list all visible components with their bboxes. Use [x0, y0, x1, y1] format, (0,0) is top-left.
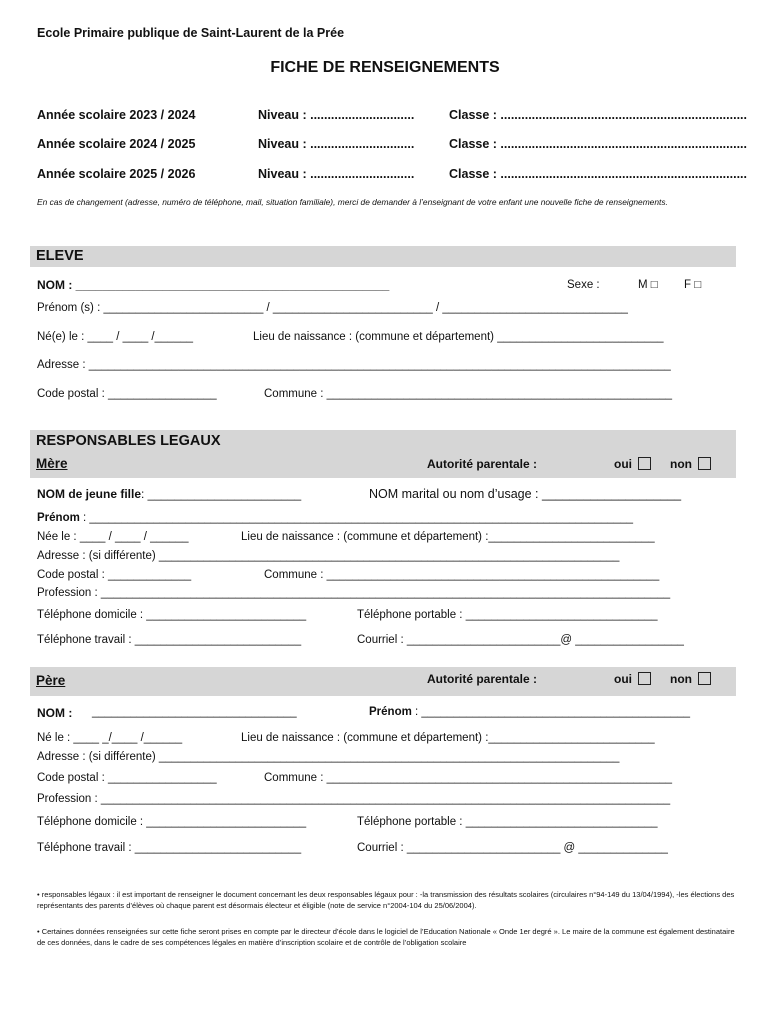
mere-subtitle: Mère	[36, 456, 68, 471]
sexe-m-checkbox[interactable]: M □	[638, 279, 658, 291]
oui-label: oui	[614, 457, 632, 471]
mere-tel-portable-field[interactable]: Téléphone portable : ______________________________	[357, 609, 658, 621]
year-1-niveau-field[interactable]: Niveau : ..............................	[258, 108, 415, 122]
mere-non-checkbox[interactable]	[698, 457, 711, 470]
mere-autorite-oui[interactable]	[614, 457, 651, 471]
school-name: Ecole Primaire publique de Saint-Laurent de la Prée	[37, 26, 345, 40]
page-title: FICHE DE RENSEIGNEMENTS	[270, 59, 500, 76]
mere-tel-domicile-field[interactable]: Téléphone domicile : _________________________	[37, 609, 307, 621]
eleve-section-header	[30, 246, 736, 267]
pere-commune-field[interactable]: Commune : ______________________________________________________	[264, 772, 673, 784]
mere-nom-jf-line: : _______________________	[141, 487, 302, 501]
pere-prenom-field[interactable]	[369, 706, 690, 718]
year-3-niveau-field[interactable]: Niveau : ..............................	[258, 167, 415, 181]
mere-prenom-field[interactable]	[37, 512, 633, 524]
year-1-classe-field[interactable]: Classe : .......................................................................	[449, 108, 747, 122]
eleve-naissance-date-field[interactable]: Né(e) le : ____ / ____ /______	[37, 331, 194, 343]
eleve-section-title: ELEVE	[36, 248, 84, 264]
eleve-commune-field[interactable]: Commune : ______________________________________________________	[264, 388, 673, 400]
non-label: non	[670, 457, 692, 471]
pere-prenom-label: Prénom	[369, 706, 412, 718]
eleve-prenom-field[interactable]: Prénom (s) : _________________________ / _________________________ / _____________________________	[37, 302, 628, 314]
eleve-nom-field[interactable]: NOM : _______________________________________________	[37, 278, 390, 292]
pere-non-checkbox[interactable]	[698, 672, 711, 685]
pere-nom-field[interactable]: ________________________________	[92, 706, 297, 718]
mere-prenom-label: Prénom	[37, 512, 80, 524]
pere-code-postal-field[interactable]: Code postal : _________________	[37, 772, 217, 784]
year-3-classe-field[interactable]: Classe : .......................................................................	[449, 167, 747, 181]
pere-autorite-oui[interactable]	[614, 672, 651, 686]
pere-courriel-field[interactable]: Courriel : ________________________ @ ______________	[357, 842, 668, 854]
mere-nom-jf-field[interactable]	[37, 487, 301, 501]
responsables-section-title: RESPONSABLES LEGAUX	[36, 433, 221, 449]
mere-naissance-date-field[interactable]: Née le : ____ / ____ / ______	[37, 531, 189, 543]
mere-autorite-non[interactable]	[670, 457, 711, 471]
eleve-sexe-label: Sexe :	[567, 279, 600, 291]
change-note: En cas de changement (adresse, numéro de téléphone, mail, situation familiale), merci de demander à l’enseignant de votre enfant une nouvelle fiche de renseignements.	[37, 197, 668, 207]
mere-autorite-label: Autorité parentale :	[427, 457, 538, 471]
pere-tel-travail-field[interactable]: Téléphone travail : __________________________	[37, 842, 302, 854]
mere-commune-field[interactable]: Commune : ____________________________________________________	[264, 569, 660, 581]
footnote-donnees: • Certaines données renseignées sur cette fiche seront prises en compte par le directeur d’école dans le logiciel de l’Education Nationale « Onde 1er degré ». Le maire de la commune est également destinataire de ces données, dans le cadre de ses compétences légales en matière d’inscription scolaire et de contrôle de l’obligation scolaire	[37, 927, 735, 947]
mere-prenom-line: : _____________________________________________________________________________________	[79, 512, 634, 524]
pere-nom-label: NOM :	[37, 706, 73, 720]
pere-profession-field[interactable]: Profession : _________________________________________________________________________________________	[37, 793, 671, 805]
year-3-label: Année scolaire 2025 / 2026	[37, 167, 196, 181]
pere-lieu-naissance-field[interactable]: Lieu de naissance : (commune et département) :__________________________	[241, 732, 655, 744]
eleve-code-postal-field[interactable]: Code postal : _________________	[37, 388, 217, 400]
pere-oui-checkbox[interactable]	[638, 672, 651, 685]
mere-courriel-field[interactable]: Courriel : ________________________@ _________________	[357, 634, 684, 646]
non-label: non	[670, 672, 692, 686]
pere-subtitle: Père	[36, 673, 66, 688]
pere-adresse-field[interactable]: Adresse : (si différente) ________________________________________________________________________	[37, 751, 620, 763]
mere-profession-field[interactable]: Profession : _________________________________________________________________________________________	[37, 587, 671, 599]
pere-naissance-date-field[interactable]: Né le : ____ _/____ /______	[37, 732, 183, 744]
mere-adresse-field[interactable]: Adresse : (si différente) ________________________________________________________________________	[37, 550, 620, 562]
pere-tel-portable-field[interactable]: Téléphone portable : ______________________________	[357, 816, 658, 828]
mere-nom-jf-label: NOM de jeune fille	[37, 487, 142, 501]
year-1-label: Année scolaire 2023 / 2024	[37, 108, 196, 122]
oui-label: oui	[614, 672, 632, 686]
footnote-responsables: • responsables légaux : il est important de renseigner le document concernant les deux responsables légaux pour : -la transmission des résultats scolaires (circulaires n°94-149 du 13/04/1994), -les élections des représentants des parents d’élèves où chaque parent est désormais électeur et éligible (note de service n°2004-104 du 25/06/2004).	[37, 890, 735, 910]
mere-lieu-naissance-field[interactable]: Lieu de naissance : (commune et département) :__________________________	[241, 531, 655, 543]
pere-section-header	[30, 667, 736, 696]
eleve-lieu-naissance-field[interactable]: Lieu de naissance : (commune et département) __________________________	[253, 331, 664, 343]
year-2-niveau-field[interactable]: Niveau : ..............................	[258, 137, 415, 151]
year-2-classe-field[interactable]: Classe : .......................................................................	[449, 137, 747, 151]
mere-oui-checkbox[interactable]	[638, 457, 651, 470]
mere-nom-marital-field[interactable]: NOM marital ou nom d’usage : ____________________	[369, 487, 682, 501]
pere-tel-domicile-field[interactable]: Téléphone domicile : _________________________	[37, 816, 307, 828]
pere-autorite-non[interactable]	[670, 672, 711, 686]
responsables-section-header	[30, 430, 736, 478]
sexe-f-checkbox[interactable]: F □	[684, 279, 702, 291]
eleve-adresse-field[interactable]: Adresse : ___________________________________________________________________________________________	[37, 359, 671, 371]
pere-autorite-label: Autorité parentale :	[427, 672, 538, 686]
mere-tel-travail-field[interactable]: Téléphone travail : __________________________	[37, 634, 302, 646]
mere-code-postal-field[interactable]: Code postal : _____________	[37, 569, 192, 581]
pere-prenom-line: : __________________________________________	[411, 706, 691, 718]
year-2-label: Année scolaire 2024 / 2025	[37, 137, 196, 151]
